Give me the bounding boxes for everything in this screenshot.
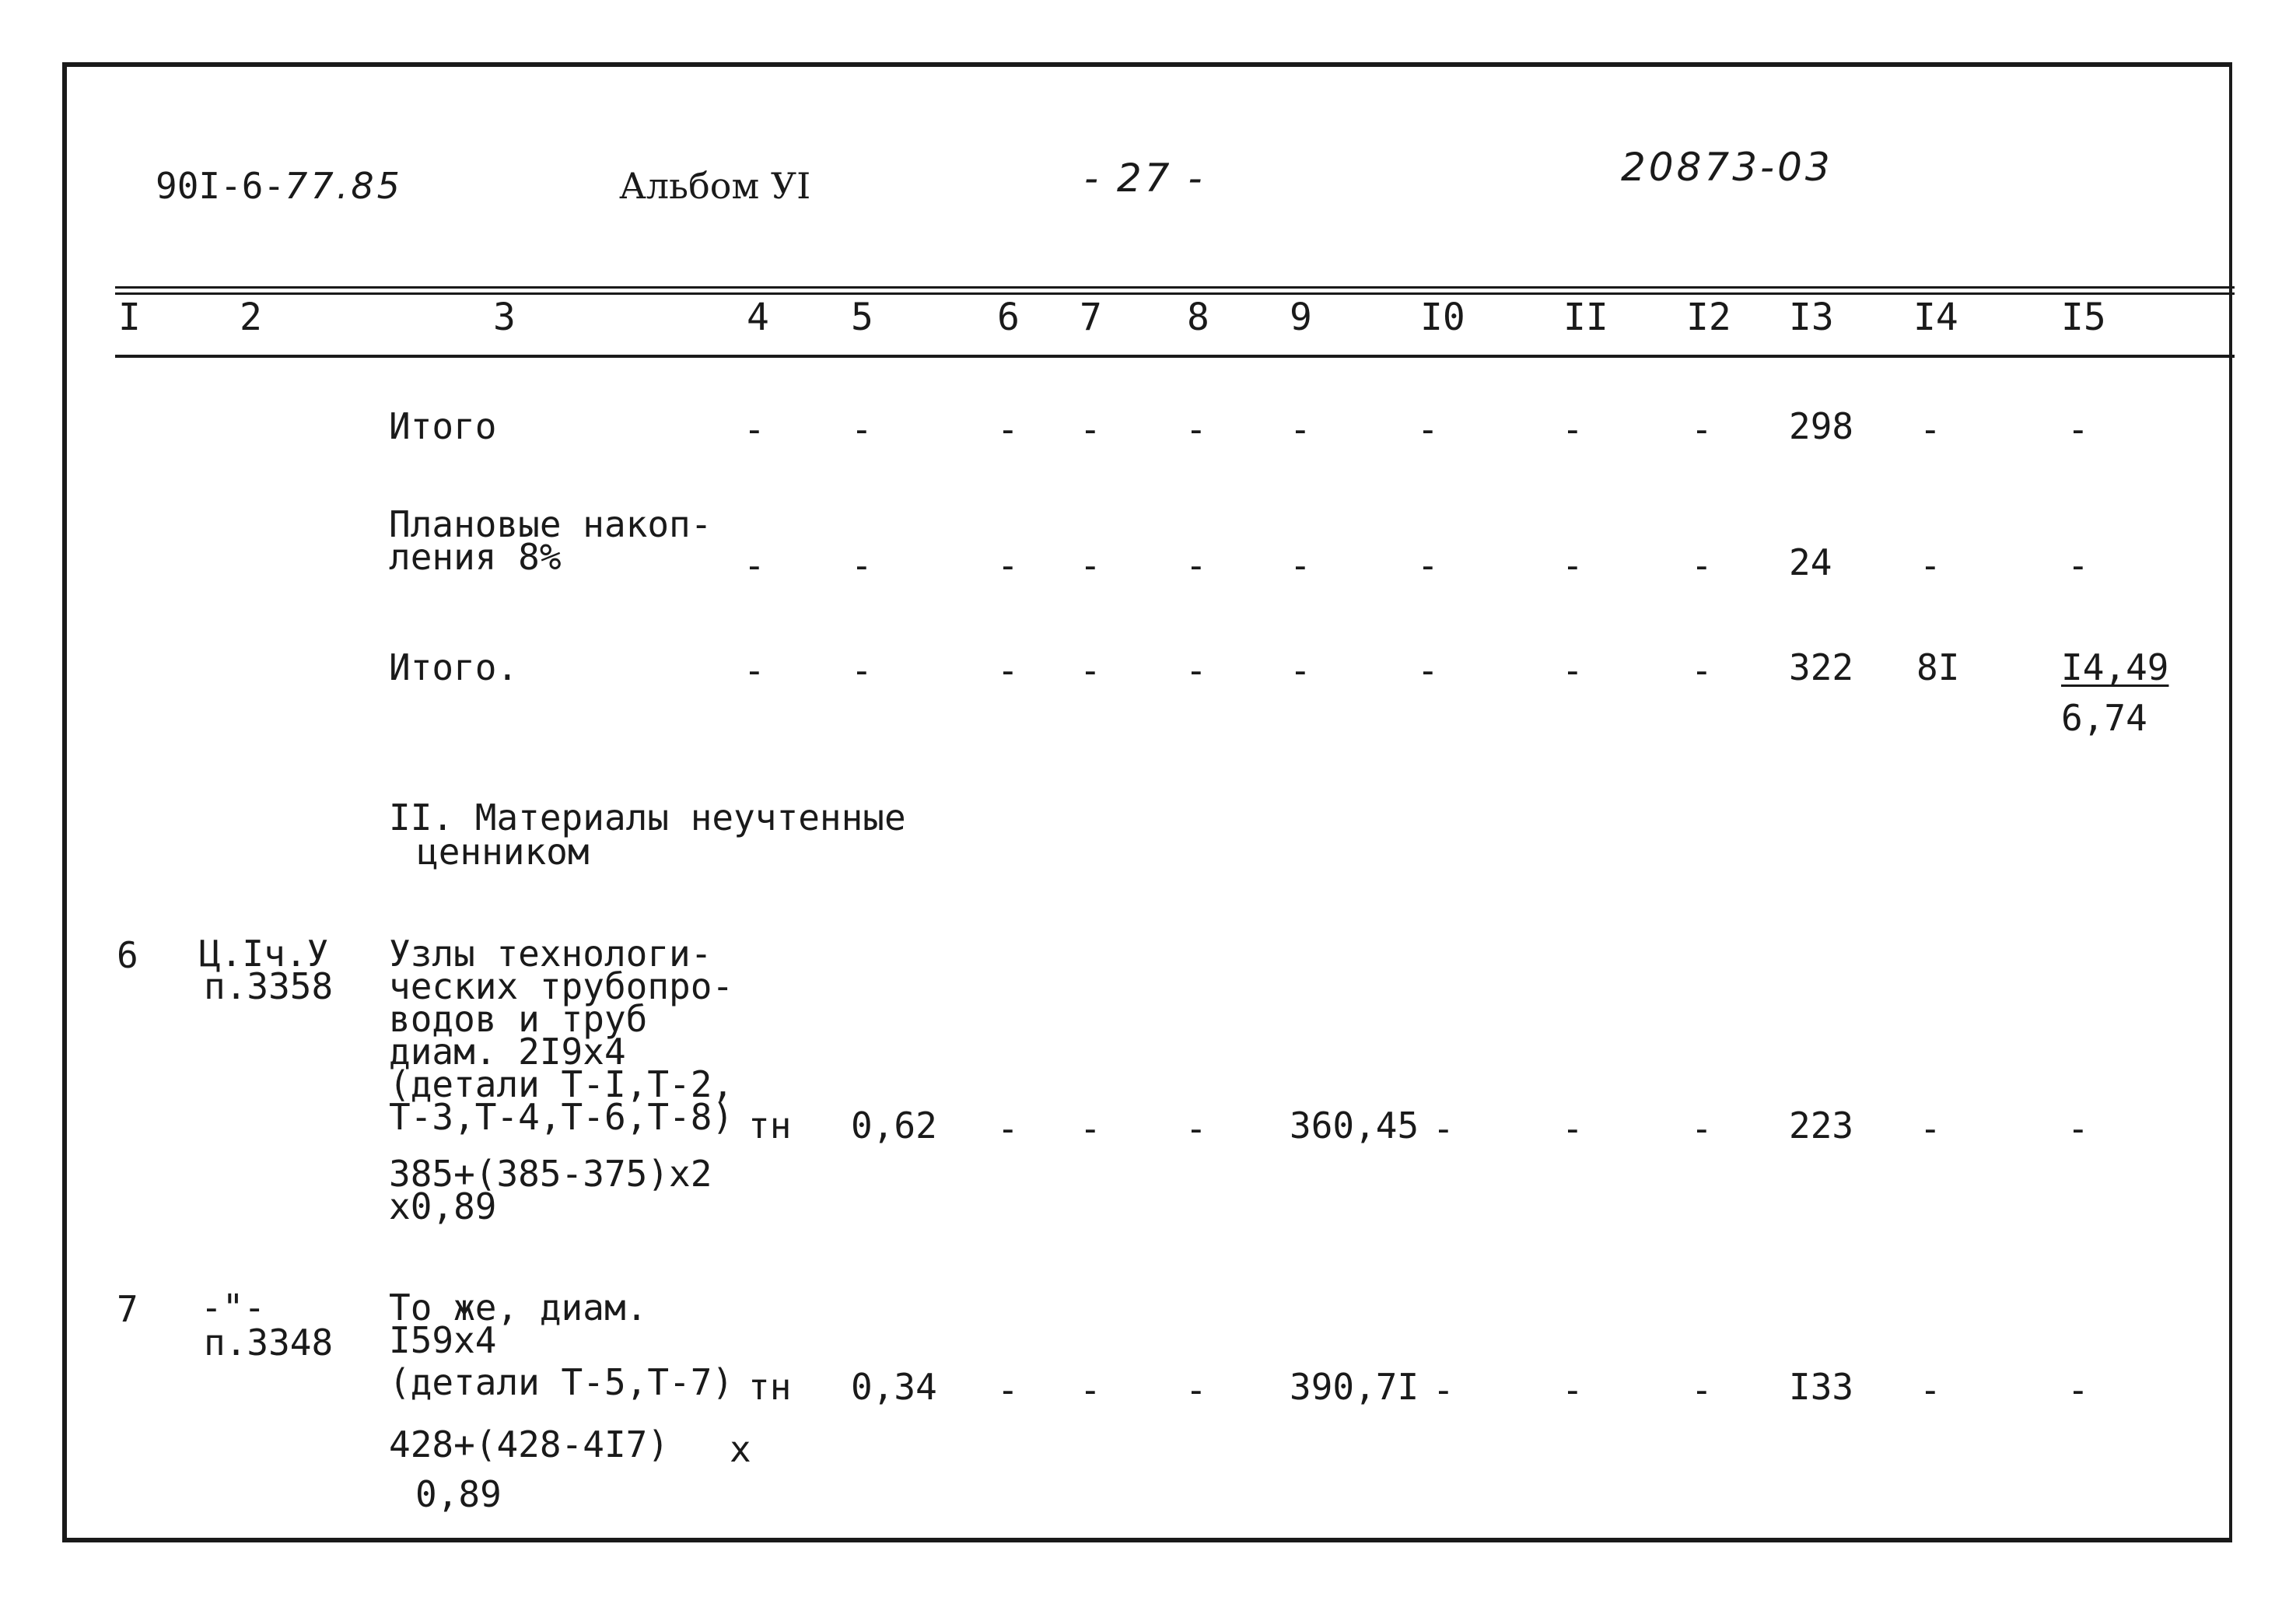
cell-unit: тн xyxy=(748,1105,792,1147)
col-number-7: 7 xyxy=(1080,296,1102,339)
header-rule-top-2 xyxy=(115,292,2235,295)
cell-col-11: - xyxy=(1562,408,1584,450)
cell-col-13: 298 xyxy=(1789,405,1854,447)
cell-col-6: - xyxy=(997,1108,1019,1150)
cell-col-4: - xyxy=(744,649,765,691)
cell-col-15: - xyxy=(2067,408,2089,450)
row-label-line-1: Плановые накоп- xyxy=(389,503,712,545)
cell-col-9: - xyxy=(1290,544,1311,586)
col-number-11: II xyxy=(1563,296,1608,339)
desc-line-3: (детали Т-5,Т-7) xyxy=(389,1361,734,1403)
cell-col-14: - xyxy=(1920,1108,1941,1150)
cell-col-6: - xyxy=(997,1369,1019,1411)
cell-col-8: - xyxy=(1185,544,1207,586)
row-number: 7 xyxy=(117,1288,138,1330)
cell-col-12: - xyxy=(1691,649,1713,691)
col-number-9: 9 xyxy=(1290,296,1312,339)
cell-col-9: 390,7I xyxy=(1290,1366,1419,1408)
ref-line-2: п.3348 xyxy=(204,1322,334,1364)
cell-col-9: - xyxy=(1290,649,1311,691)
ref-line-1: -"- xyxy=(201,1287,266,1329)
col-number-10: I0 xyxy=(1420,296,1465,339)
cell-col-11: - xyxy=(1562,1108,1584,1150)
cell-col-11: - xyxy=(1562,544,1584,586)
cell-col-11: - xyxy=(1562,649,1584,691)
cell-col-8: - xyxy=(1185,1369,1207,1411)
formula-line-1: 428+(428-4I7) xyxy=(389,1423,670,1465)
cell-col-14: 8I xyxy=(1916,646,1960,688)
cell-col-5: - xyxy=(851,544,873,586)
header-rule-top xyxy=(115,286,2235,289)
cell-col-13: 24 xyxy=(1789,541,1832,583)
cell-col-10: - xyxy=(1417,408,1439,450)
cell-col-9: 360,45 xyxy=(1290,1105,1419,1147)
cell-col-7: - xyxy=(1080,544,1101,586)
cell-col-7: - xyxy=(1080,1108,1101,1150)
col-number-8: 8 xyxy=(1187,296,1209,339)
cell-unit: тн xyxy=(748,1366,792,1408)
cell-col-15: - xyxy=(2067,544,2089,586)
header-rule-bottom xyxy=(115,355,2235,358)
doc-number-handwritten: 77.85 xyxy=(285,165,403,207)
ref-line-2: п.3358 xyxy=(204,965,334,1007)
cell-col-15: - xyxy=(2067,1108,2089,1150)
cell-col-9: - xyxy=(1290,408,1311,450)
section-title-line-1: II. Материалы неучтенные xyxy=(389,796,906,839)
cell-col-10: - xyxy=(1433,1108,1454,1150)
cell-col-12: - xyxy=(1691,1369,1713,1411)
col-number-14: I4 xyxy=(1913,296,1958,339)
cell-col-12: - xyxy=(1691,544,1713,586)
formula-line-1: 385+(385-375)х2 xyxy=(389,1153,712,1195)
desc-line-4: диам. 2I9х4 xyxy=(389,1031,626,1073)
row-label: Итого. xyxy=(389,646,519,688)
cell-col-7: - xyxy=(1080,649,1101,691)
album-title: Альбом УI xyxy=(619,165,811,207)
desc-line-2: I59х4 xyxy=(389,1319,497,1361)
cell-col-12: - xyxy=(1691,408,1713,450)
formula-line-2: х0,89 xyxy=(389,1185,497,1227)
formula-line-2: 0,89 xyxy=(415,1473,502,1515)
cell-quantity: 0,34 xyxy=(851,1366,937,1408)
document-code: 20873-03 xyxy=(1621,145,1833,190)
col-number-1: I xyxy=(118,296,141,339)
col-number-12: I2 xyxy=(1686,296,1731,339)
cell-col-15: - xyxy=(2067,1369,2089,1411)
cell-col-14: - xyxy=(1920,408,1941,450)
cell-col-4: - xyxy=(744,408,765,450)
row-label: Итого xyxy=(389,405,497,447)
cell-col-8: - xyxy=(1185,1108,1207,1150)
cell-col-7: - xyxy=(1080,408,1101,450)
cell-col-10: - xyxy=(1433,1369,1454,1411)
col-number-2: 2 xyxy=(240,296,262,339)
cell-col-5: - xyxy=(851,649,873,691)
cell-col-6: - xyxy=(997,649,1019,691)
col-number-4: 4 xyxy=(747,296,769,339)
cell-col-4: - xyxy=(744,544,765,586)
desc-line-1: Узлы технологи- xyxy=(389,933,712,975)
row-number: 6 xyxy=(117,934,138,976)
doc-number-printed: 90I-6- xyxy=(156,165,285,207)
cell-col-6: - xyxy=(997,408,1019,450)
col-number-15: I5 xyxy=(2061,296,2106,339)
cell-col-5: - xyxy=(851,408,873,450)
cell-col-8: - xyxy=(1185,649,1207,691)
col-number-5: 5 xyxy=(851,296,873,339)
cell-col-13: 223 xyxy=(1789,1105,1854,1147)
desc-line-1: То же, диам. xyxy=(389,1287,648,1329)
ref-line-1: Ц.Iч.У xyxy=(199,933,329,975)
row-label-line-2: ления 8% xyxy=(389,536,562,578)
col-number-6: 6 xyxy=(997,296,1020,339)
desc-line-2: ческих трубопро- xyxy=(389,965,734,1007)
formula-multiply: х xyxy=(730,1428,751,1470)
cell-col-10: - xyxy=(1417,649,1439,691)
desc-line-5: (детали Т-I,Т-2, xyxy=(389,1063,734,1105)
cell-col-6: - xyxy=(997,544,1019,586)
cell-col-13: 322 xyxy=(1789,646,1854,688)
doc-number xyxy=(156,165,403,207)
desc-line-6: Т-3,Т-4,Т-6,Т-8) xyxy=(389,1096,734,1138)
col-number-13: I3 xyxy=(1789,296,1834,339)
desc-line-3: водов и труб xyxy=(389,998,648,1040)
page-frame xyxy=(62,62,2232,1542)
page-number: - 27 - xyxy=(1084,156,1206,201)
cell-col-13: I33 xyxy=(1789,1366,1854,1408)
cell-col-10: - xyxy=(1417,544,1439,586)
cell-col-7: - xyxy=(1080,1369,1101,1411)
cell-col-14: - xyxy=(1920,544,1941,586)
cell-col-8: - xyxy=(1185,408,1207,450)
section-title-line-2: ценником xyxy=(417,831,590,873)
cell-col-11: - xyxy=(1562,1369,1584,1411)
cell-col-12: - xyxy=(1691,1108,1713,1150)
col-number-3: 3 xyxy=(493,296,516,339)
cell-quantity: 0,62 xyxy=(851,1105,937,1147)
cell-col-15-top: I4,49 xyxy=(2061,646,2169,688)
cell-col-15-bottom: 6,74 xyxy=(2061,697,2147,739)
cell-col-14: - xyxy=(1920,1369,1941,1411)
